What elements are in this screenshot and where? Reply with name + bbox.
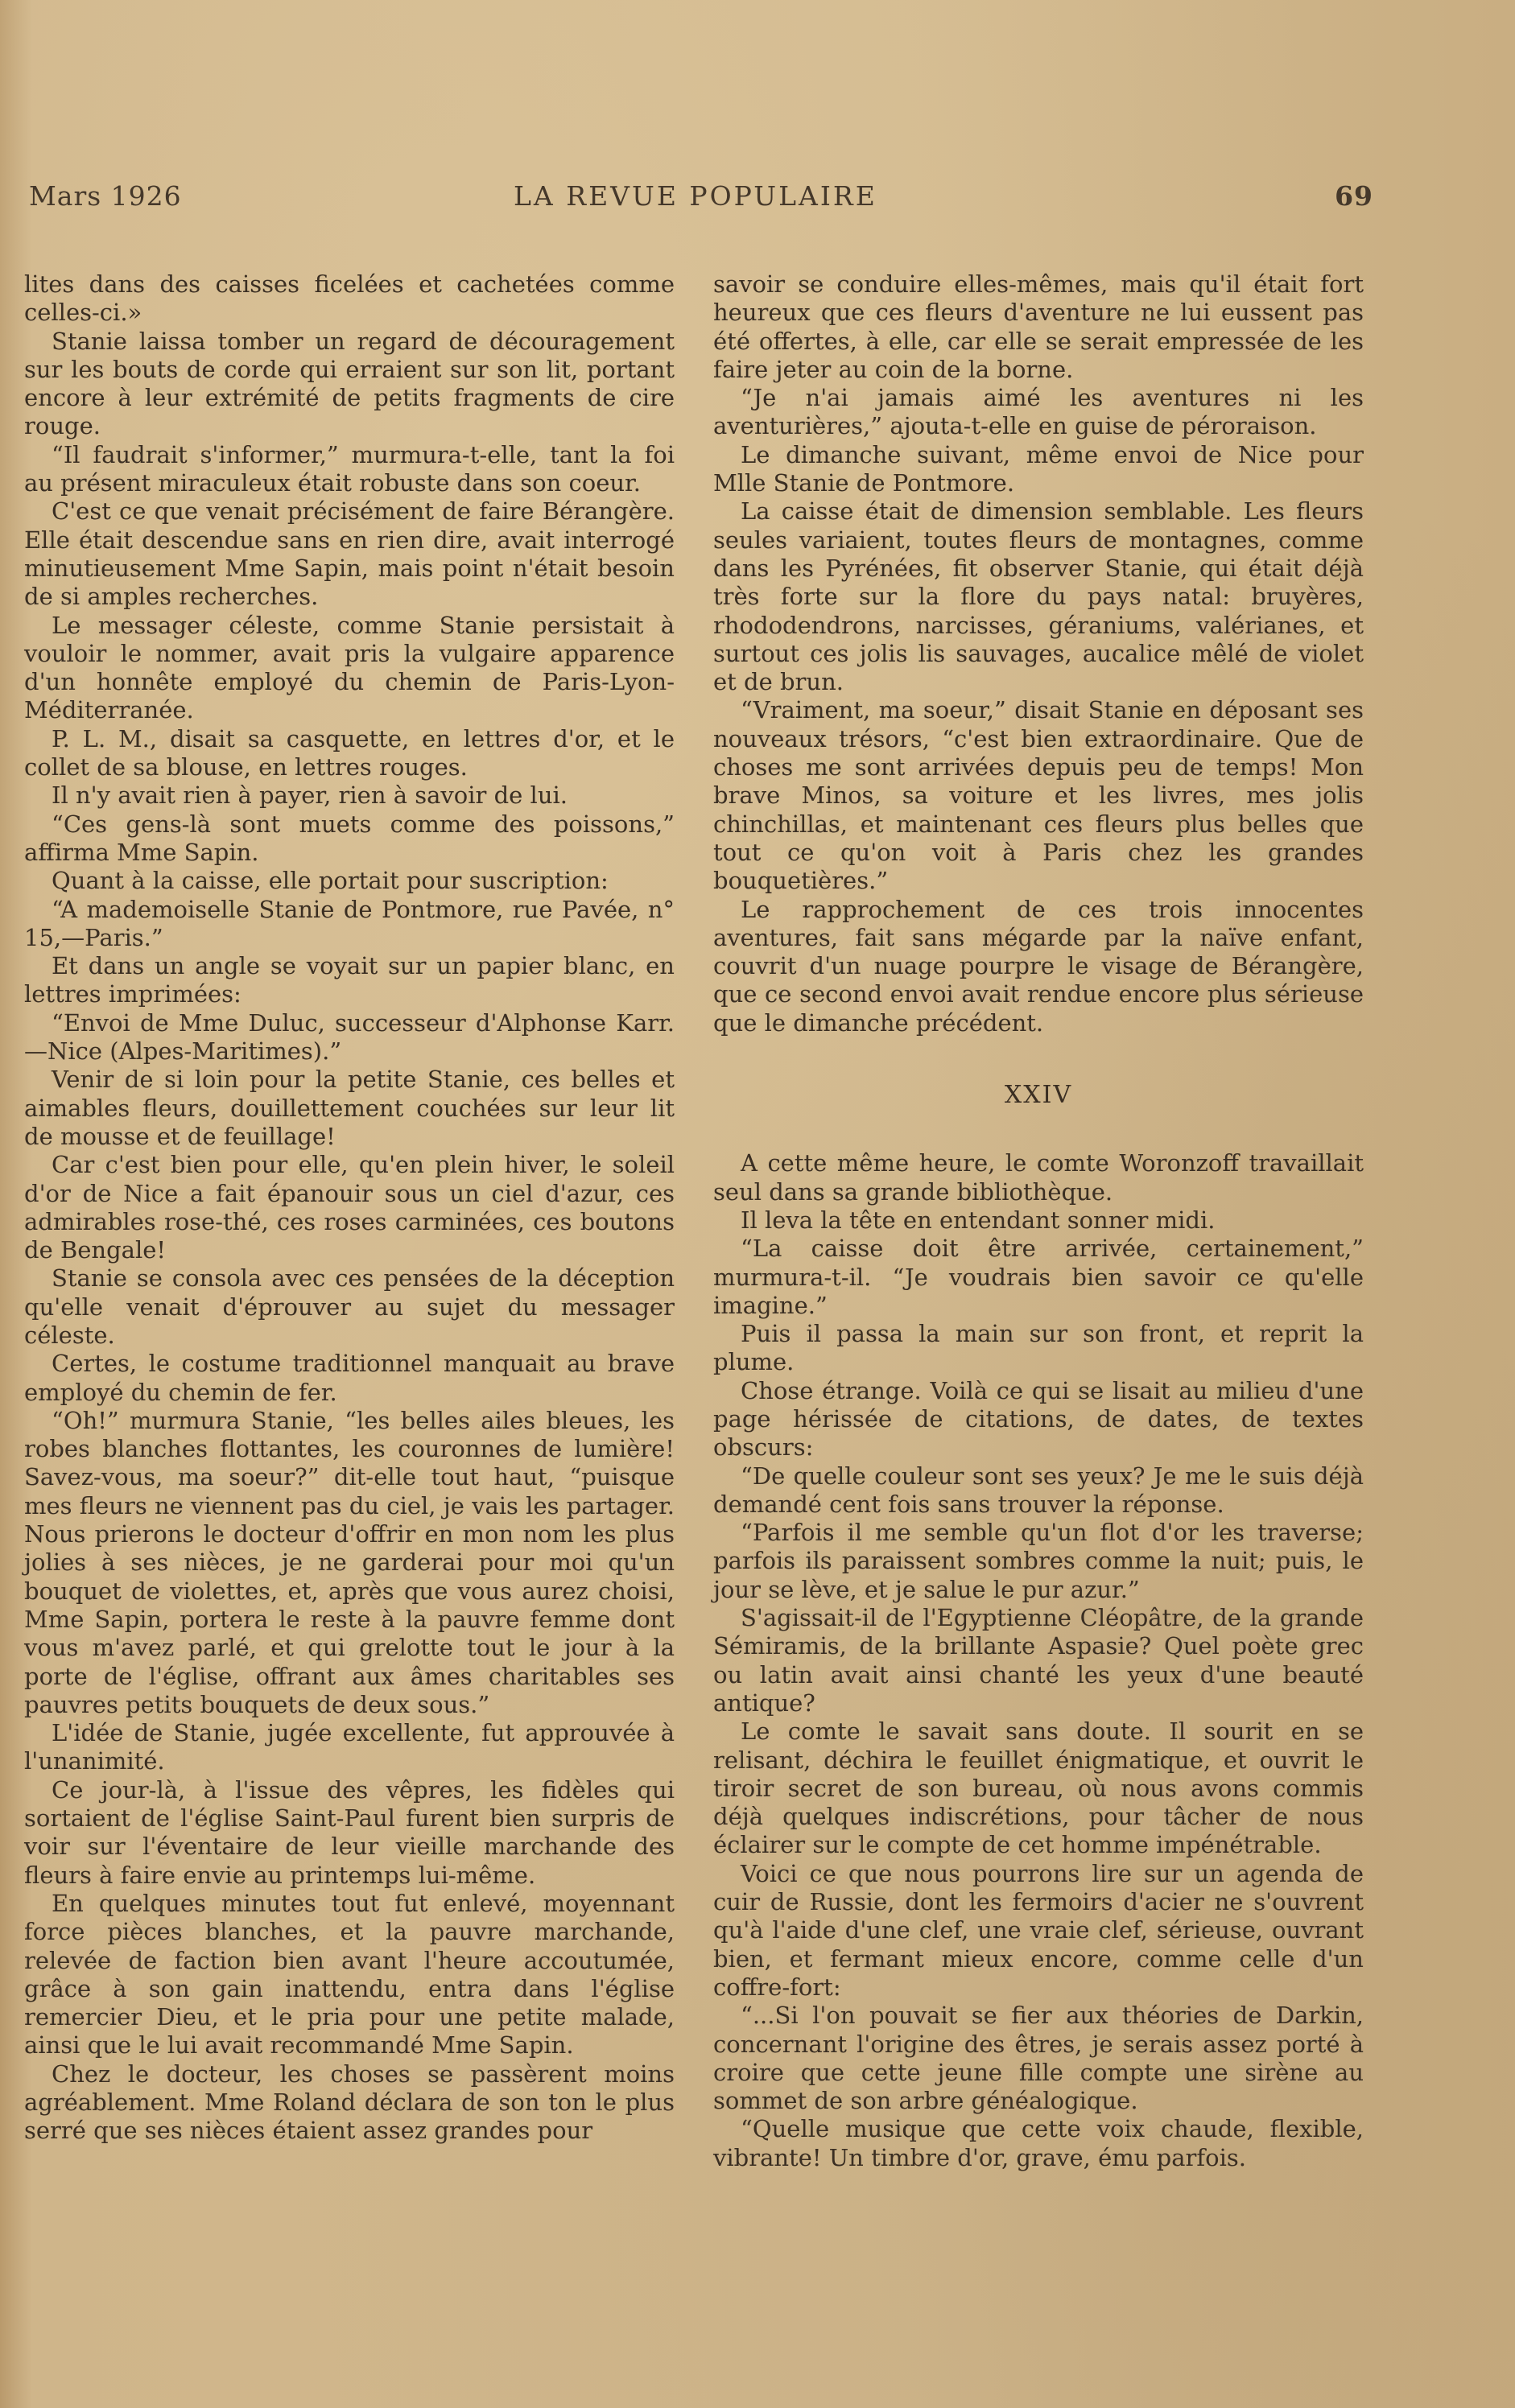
publication-title: LA REVUE POPULAIRE xyxy=(514,180,877,212)
paragraph: “Oh!” murmura Stanie, “les belles ailes bleues, les robes blanches flottantes, les couronnes de lumière! Savez-vous, ma soeur?” dit-elle tout haut, “puisque mes fleurs ne viennent pas du ciel, je vais les partager. Nous prierons le docteur d'offrir en mon nom les plus jolies à ses nièces, je ne garderai pour moi qu'un bouquet de violettes, et, après que vous aurez choisi, Mme Sapin, portera le reste à la pauvre femme dont vous m'avez parlé, et qui grelotte tout le jour à la porte de l'église, offrant aux âmes charitables ses pauvres petits bouquets de deux sous.” xyxy=(24,1406,675,1718)
paragraph: lites dans des caisses ficelées et cachetées comme celles-ci.» xyxy=(24,270,675,327)
paragraph: Stanie se consola avec ces pensées de la déception qu'elle venait d'éprouver au sujet du messager céleste. xyxy=(24,1264,675,1349)
paragraph: Car c'est bien pour elle, qu'en plein hiver, le soleil d'or de Nice a fait épanouir sous un ciel d'azur, ces admirables rose-thé, ces roses carminées, ces boutons de Bengale! xyxy=(24,1151,675,1264)
paragraph: Quant à la caisse, elle portait pour suscription: xyxy=(52,867,609,895)
page-number: 69 xyxy=(1335,180,1373,212)
right-column xyxy=(713,270,1364,2172)
paragraph: Et dans un angle se voyait sur un papier blanc, en lettres imprimées: xyxy=(24,952,675,1008)
paragraph: Ce jour-là, à l'issue des vêpres, les fidèles qui sortaient de l'église Saint-Paul furent bien surpris de voir sur l'éventaire de leur vieille marchande des fleurs à faire envie au printemps lui-même. xyxy=(24,1775,675,1889)
paragraph: S'agissait-il de l'Egyptienne Cléopâtre, de la grande Sémiramis, de la brillante Aspasie? Quel poète grec ou latin avait ainsi chanté les yeux d'une beauté antique? xyxy=(713,1604,1364,1717)
chapter-heading: XXIV xyxy=(1004,1081,1073,1110)
paragraph: Chez le docteur, les choses se passèrent moins agréablement. Mme Roland déclara de son ton le plus serré que ses nièces étaient assez grandes pour xyxy=(24,2060,675,2145)
paragraph: Venir de si loin pour la petite Stanie, ces belles et aimables fleurs, douillettement couchées sur leur lit de mousse et de feuillage! xyxy=(24,1066,675,1150)
paragraph: Certes, le costume traditionnel manquait au brave employé du chemin de fer. xyxy=(24,1350,675,1406)
paragraph: Le messager céleste, comme Stanie persistait à vouloir le nommer, avait pris la vulgaire apparence d'un honnête employé du chemin de Paris-Lyon-Méditerranée. xyxy=(24,611,675,724)
paragraph: Il n'y avait rien à payer, rien à savoir de lui. xyxy=(52,781,568,810)
paragraph: “...Si l'on pouvait se fier aux théories de Darkin, concernant l'origine des êtres, je serais assez porté à croire que cette jeune fille compte une sirène au sommet de son arbre généalogique. xyxy=(713,2002,1364,2115)
paragraph: “Ces gens-là sont muets comme des poissons,” affirma Mme Sapin. xyxy=(24,810,675,866)
paragraph: En quelques minutes tout fut enlevé, moyennant force pièces blanches, et la pauvre marchande, relevée de faction bien avant l'heure accoutumée, grâce à son gain inattendu, entra dans l'église remercier Dieu, et le pria pour une petite malade, ainsi que le lui avait recommandé Mme Sapin. xyxy=(24,1889,675,2060)
page-header xyxy=(29,180,1373,221)
paragraph: “La caisse doit être arrivée, certainement,” murmura-t-il. “Je voudrais bien savoir ce qu'elle imagine.” xyxy=(713,1235,1364,1319)
paragraph: Le comte le savait sans doute. Il sourit en se relisant, déchira le feuillet énigmatique, et ouvrit le tiroir secret de son bureau, où nous avons commis déjà quelques indiscrétions, pour tâcher de nous éclairer sur le compte de cet homme impénétrable. xyxy=(713,1717,1364,1859)
paragraph: Stanie laissa tomber un regard de découragement sur les bouts de corde qui erraient sur son lit, portant encore à leur extrémité de petits fragments de cire rouge. xyxy=(24,327,675,440)
paragraph: savoir se conduire elles-mêmes, mais qu'il était fort heureux que ces fleurs d'aventure ne lui eussent pas été offertes, à elle, car elle se serait empressée de les faire jeter au coin de la borne. xyxy=(713,270,1364,383)
paragraph: C'est ce que venait précisément de faire Bérangère. Elle était descendue sans en rien dire, avait interrogé minutieusement Mme Sapin, mais point n'était besoin de si amples recherches. xyxy=(24,497,675,611)
paragraph: “Je n'ai jamais aimé les aventures ni les aventurières,” ajouta-t-elle en guise de péroraison. xyxy=(713,384,1364,440)
paragraph: “Vraiment, ma soeur,” disait Stanie en déposant ses nouveaux trésors, “c'est bien extraordinaire. Que de choses me sont arrivées depuis peu de temps! Mon brave Minos, sa voiture et les livres, mes jolis chinchillas, et maintenant ces fleurs plus belles que tout ce qu'on voit à Paris chez les grandes bouquetières.” xyxy=(713,696,1364,895)
paragraph: “De quelle couleur sont ses yeux? Je me le suis déjà demandé cent fois sans trouver la réponse. xyxy=(713,1462,1364,1518)
paragraph: “Envoi de Mme Duluc, successeur d'Alphonse Karr.—Nice (Alpes-Maritimes).” xyxy=(24,1008,675,1066)
paragraph: Il leva la tête en entendant sonner midi. xyxy=(741,1206,1216,1234)
paragraph: “Il faudrait s'informer,” murmura-t-elle, tant la foi au présent miraculeux était robuste dans son coeur. xyxy=(24,440,675,497)
paragraph: “Parfois il me semble qu'un flot d'or les traverse; parfois ils paraissent sombres comme la nuit; puis, le jour se lève, et je salue le pur azur.” xyxy=(713,1519,1364,1603)
paragraph: “A mademoiselle Stanie de Pontmore, rue Pavée, n° 15,—Paris.” xyxy=(24,895,675,951)
paragraph: L'idée de Stanie, jugée excellente, fut approuvée à l'unanimité. xyxy=(24,1719,675,1775)
left-column xyxy=(24,270,675,2146)
issue-date: Mars 1926 xyxy=(29,180,182,212)
paragraph: Chose étrange. Voilà ce qui se lisait au milieu d'une page hérissée de citations, de dates, de textes obscurs: xyxy=(713,1376,1364,1462)
paragraph: Voici ce que nous pourrons lire sur un agenda de cuir de Russie, dont les fermoirs d'acier ne s'ouvrent qu'à l'aide d'une clef, une vraie clef, sérieuse, ouvrant bien, et fermant mieux encore, comme celle d'un coffre-fort: xyxy=(713,1859,1364,2001)
paragraph: “Quelle musique que cette voix chaude, flexible, vibrante! Un timbre d'or, grave, ému parfois. xyxy=(713,2115,1364,2171)
paragraph: Le dimanche suivant, même envoi de Nice pour Mlle Stanie de Pontmore. xyxy=(713,440,1364,497)
paragraph: P. L. M., disait sa casquette, en lettres d'or, et le collet de sa blouse, en lettres rouges. xyxy=(24,724,675,781)
paragraph: Puis il passa la main sur son front, et reprit la plume. xyxy=(713,1320,1364,1376)
paragraph: Le rapprochement de ces trois innocentes aventures, fait sans mégarde par la naïve enfant, couvrit d'un nuage pourpre le visage de Bérangère, que ce second envoi avait rendue encore plus sérieuse que le dimanche précédent. xyxy=(713,895,1364,1037)
paragraph: La caisse était de dimension semblable. Les fleurs seules variaient, toutes fleurs de montagnes, comme dans les Pyrénées, fit observer Stanie, qui était déjà très forte sur la flore du pays natal: bruyères, rhododendrons, narcisses, géraniums, valérianes, et surtout ces jolis lis sauvages, aucalice mêlé de violet et de brun. xyxy=(713,497,1364,696)
paragraph: A cette même heure, le comte Woronzoff travaillait seul dans sa grande bibliothèque. xyxy=(713,1149,1364,1206)
